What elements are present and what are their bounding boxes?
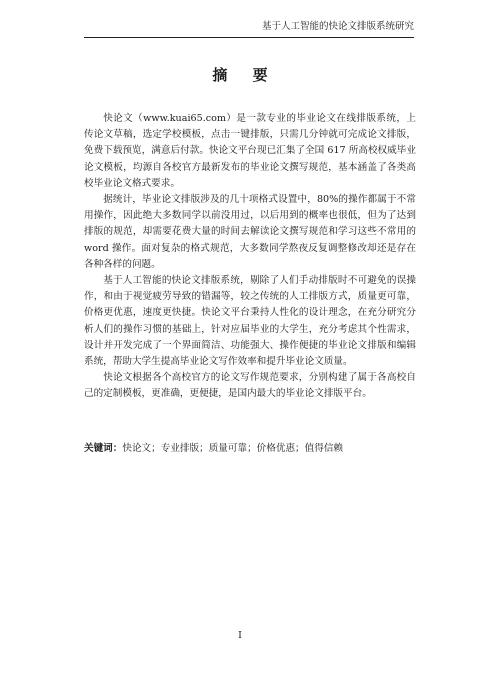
abstract-paragraph-2: 据统计，毕业论文排版涉及的几十项格式设置中，80%的操作都属于不常用操作，因此绝大多数同学以前没用过，以后用到的概率也很低，但为了达到排版的规范，却需要花费大量的时间去解读论文撰写规范和学习这些不常用的 word 操作。面对复杂的格式规范，大多数同学熬夜反复调整修改却还是存在各种各样的问题。 [84, 194, 416, 270]
abstract-paragraph-4: 快论文根据各个高校官方的论文写作规范要求，分别构建了属于各高校自己的定制模板，更准确，更便捷，是国内最大的毕业论文排版平台。 [84, 372, 416, 400]
abstract-title: 摘 要 [212, 66, 278, 84]
running-header: 基于人工智能的快论文排版系统研究 [84, 20, 414, 38]
abstract-paragraph-3: 基于人工智能的快论文排版系统，剔除了人们手动排版时不可避免的误操作，和由于视觉疲劳导致的错漏等，较之传统的人工排版方式，质量更可靠，价格更优惠，速度更快捷。快论文平台秉持人性化的设计理念，在充分研究分析人们的操作习惯的基础上，针对应届毕业的大学生，充分考虑其个性需求，设计并开发完成了一个界面简洁、功能强大、操作便捷的毕业论文排版和编辑系统，帮助大学生提高毕业论文写作效率和提升毕业论文质量。 [84, 275, 416, 368]
keywords-label: 关键词： [84, 443, 123, 454]
page-number: I [238, 630, 242, 641]
abstract-body [84, 111, 416, 403]
keywords-line [84, 441, 416, 457]
abstract-paragraph-1: 快论文（www.kuai65.com）是一款专业的毕业论文在线排版系统，上传论文草稿，选定学校模板，点击一键排版，只需几分钟就可完成论文排版，免费下载预览，满意后付款。快论文平台现已汇集了全国 617 所高校权威毕业论文模板，均源自各校官方最新发布的毕业论文撰写规范，基本涵盖了各类高校毕业论文格式要求。 [84, 113, 416, 189]
keywords-value: 快论文；专业排版；质量可靠；价格优惠；值得信赖 [122, 443, 344, 454]
